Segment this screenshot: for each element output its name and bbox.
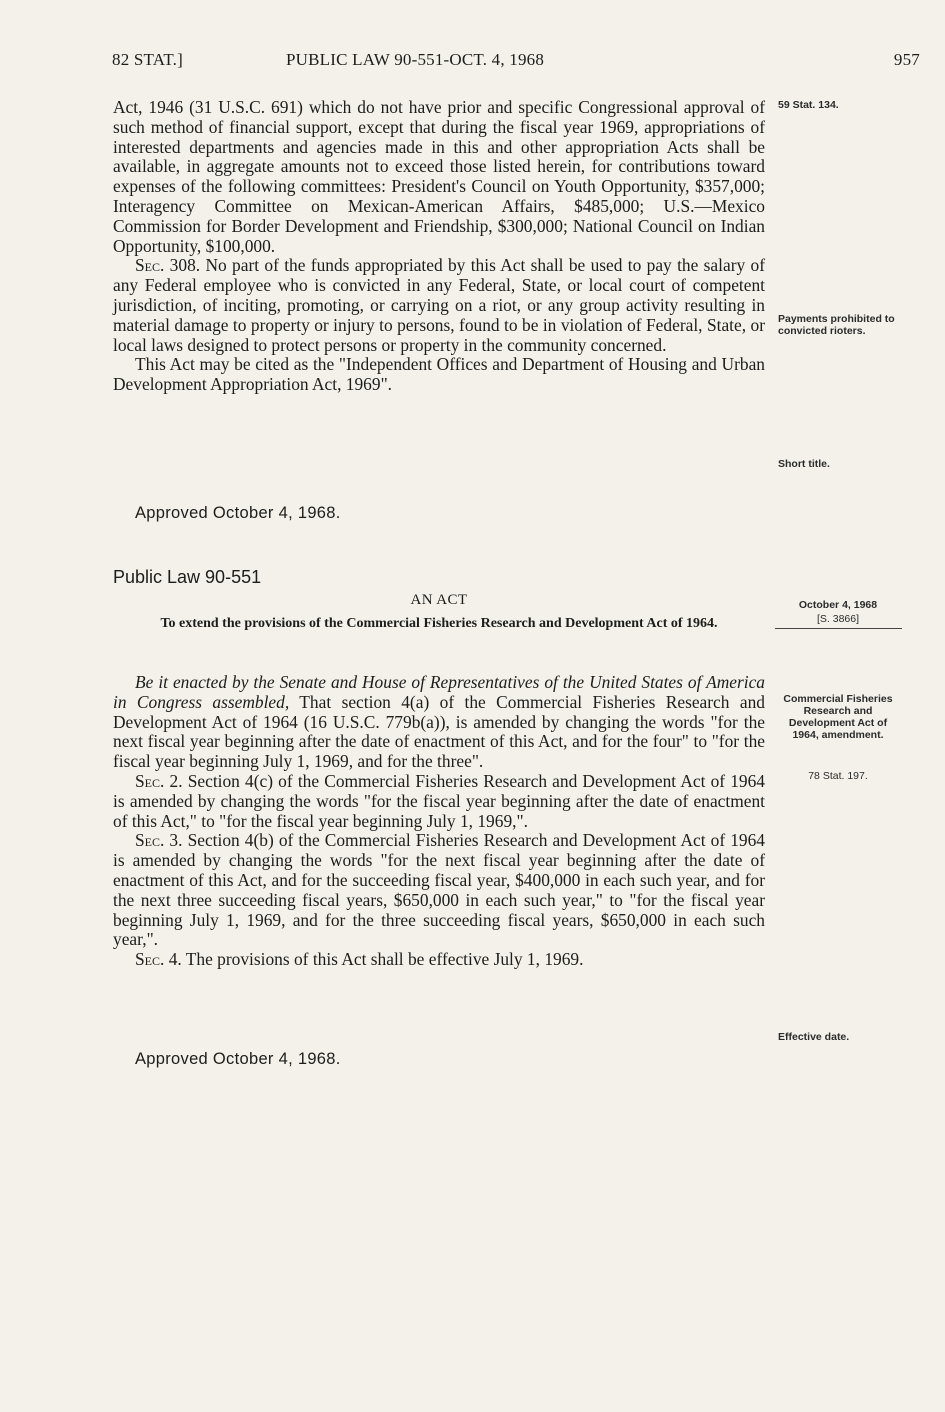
an-act-heading: AN ACT: [410, 592, 468, 608]
margin-note-date: October 4, 1968: [798, 599, 878, 611]
section-308-text: No part of the funds appropriated by this Act shall be used to pay the salary of any Federal employee who is convicted in any Federal, State, or local court of competent jurisdiction, of inciting, promoting, or carrying on a riot, or any group activity resulting in material damage to property or injury to persons, found to be in violation of Federal, State, or local laws designed to protect persons or property in the community concerned.: [113, 255, 765, 355]
margin-divider: [775, 628, 902, 629]
section-4-label: Sec. 4.: [135, 949, 182, 970]
act-purpose: To extend the provisions of the Commercial Fisheries Research and Development Act of 1964.: [160, 616, 718, 631]
margin-note-fisheries-stat: 78 Stat. 197.: [808, 770, 868, 782]
section-4-text: The provisions of this Act shall be effective July 1, 1969.: [181, 949, 584, 970]
prior-section-body: [113, 98, 765, 395]
enacting-clause: Be it enacted by the Senate and House of Representatives of the United States of America in Congress assembled,: [113, 672, 765, 712]
approved-line-new: Approved October 4, 1968.: [135, 1050, 341, 1068]
approved-line-prior: Approved October 4, 1968.: [135, 504, 341, 522]
section-2-label: Sec. 2.: [135, 770, 183, 791]
margin-note-fisheries: Commercial Fisheries Research and Development Act of 1964, amendment.: [783, 693, 893, 741]
section-3-label: Sec. 3.: [135, 830, 183, 851]
section-3-paragraph: [113, 831, 765, 950]
section-1-paragraph: [113, 673, 765, 772]
header-page-number: 957: [893, 50, 920, 69]
section-2-text: Section 4(c) of the Commercial Fisheries Research and Development Act of 1964 is amended by changing the words "for the fiscal year beginning after the date of enactment of this Act," to "for the fiscal year beginning July 1, 1969,".: [113, 770, 766, 831]
margin-note-effective-date: Effective date.: [778, 1031, 850, 1043]
header-law-title: PUBLIC LAW 90-551-OCT. 4, 1968: [286, 50, 545, 69]
margin-note-bill: [S. 3866]: [816, 613, 860, 625]
margin-note-short-title: Short title.: [778, 458, 830, 470]
section-2-paragraph: [113, 772, 765, 831]
short-title-paragraph: This Act may be cited as the "Independent Offices and Department of Housing and Urban Development Appropriation Act, 1969".: [113, 354, 765, 395]
section-4-paragraph: [113, 950, 765, 970]
section-1-text: That section 4(a) of the Commercial Fisheries Research and Development Act of 1964 (16 U.S.C. 779b(a)), is amended by changing the words "for the next fiscal year beginning after the date of enactment of this Act, and for the four" to "for the fiscal year beginning July 1, 1969, and for the three".: [113, 691, 765, 772]
section-308-label: Sec. 308.: [135, 255, 201, 276]
margin-note-stat-ref: 59 Stat. 134.: [778, 99, 839, 111]
appropriation-continuation-paragraph: Act, 1946 (31 U.S.C. 691) which do not have prior and specific Congressional approval of such method of financial support, except that during the fiscal year 1969, appropriations of interested departments and agencies made in this and other appropriation Acts shall be available, in aggregate amounts not to exceed those listed herein, for contributions toward expenses of the following committees: President's Council on Youth Opportunity, $357,000; Interagency Committee on Mexican-American Affairs, $485,000; U.S.—Mexico Commission for Border Development and Friendship, $300,000; National Council on Indian Opportunity, $100,000.: [113, 97, 765, 256]
section-3-text: Section 4(b) of the Commercial Fisheries Research and Development Act of 1964 is amended by changing the words "for the next fiscal year beginning after the date of enactment of this Act, and for the succeeding fiscal year, $400,000 in each such year, and for the next three succeeding fiscal years, $650,000 in each such year," to "for the fiscal year beginning July 1, 1969, and for the three succeeding fiscal years, $650,000 in each such year,".: [113, 830, 765, 950]
section-308-paragraph: [113, 256, 765, 355]
header-stat-volume: 82 STAT.]: [112, 50, 183, 69]
new-law-body: [113, 673, 765, 970]
page-header: [112, 50, 920, 74]
public-law-title: Public Law 90-551: [113, 567, 262, 587]
margin-note-payments: Payments prohibited to convicted rioters.: [778, 313, 895, 337]
